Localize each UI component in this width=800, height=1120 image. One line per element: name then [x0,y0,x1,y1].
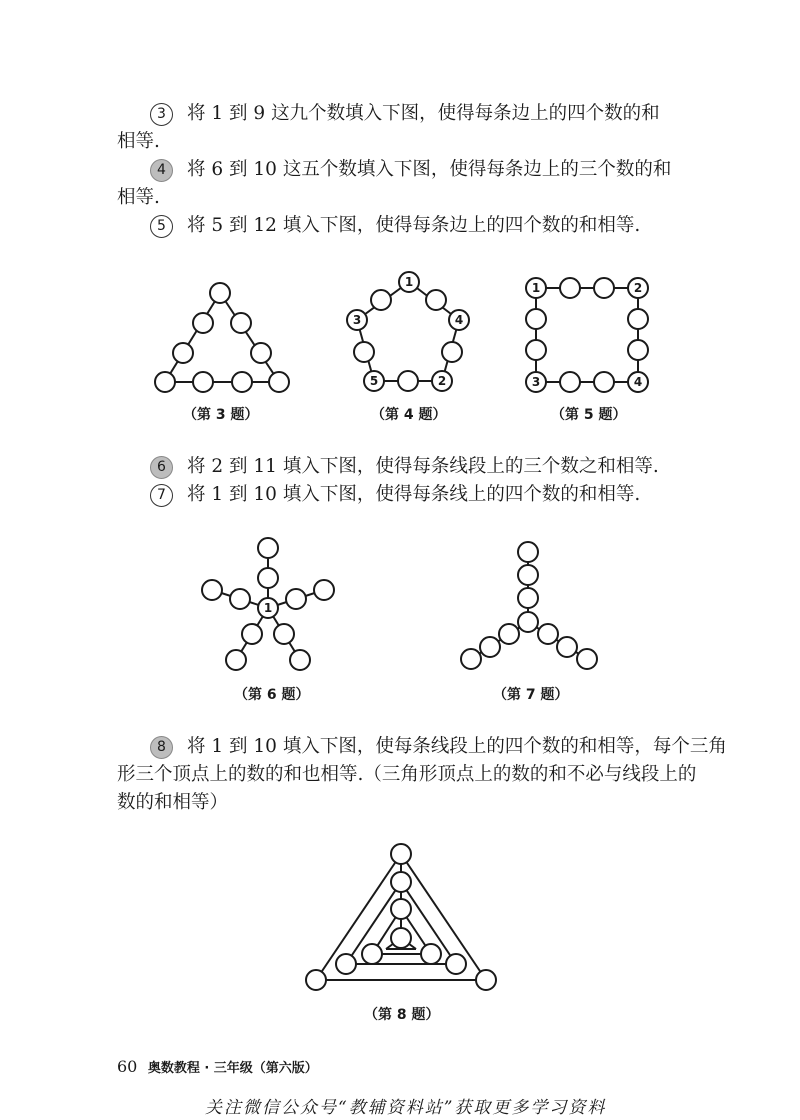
figure-8-caption: （第 8 题） [364,1007,440,1023]
node-circle [230,589,250,609]
problem-number-8: 8 [150,736,173,759]
node-label: 3 [531,375,541,389]
node-circle [628,340,648,360]
page-number: 60 [117,1057,138,1076]
problem-number-5: 5 [150,215,173,238]
node-circle [193,372,213,392]
watermark-banner: 关注微信公众号“教辅资料站”获取更多学习资料 [205,1098,607,1118]
node-circle [560,372,580,392]
node-circle [232,372,252,392]
problem-number-3: 3 [150,103,173,126]
problem-8-line-1: 8 将 1 到 10 填入下图，使每条线段上的四个数的和相等，每个三角 [150,735,727,759]
node-circle [290,650,310,670]
node-circle [391,899,411,919]
figure-5-caption: （第 5 题） [551,407,627,423]
node-circle [231,313,251,333]
node-label: 4 [633,375,643,389]
figure-7-caption: （第 7 题） [493,687,569,703]
figure-3-triangle [155,283,289,392]
node-circle [518,565,538,585]
node-label: 1 [404,275,414,289]
figure-7-tripod [461,542,597,669]
node-label: 5 [369,374,379,388]
node-circle [274,624,294,644]
node-label: 1 [531,281,541,295]
node-circle [476,970,496,990]
node-circle [362,944,382,964]
problem-number-7: 7 [150,484,173,507]
figure-6-caption: （第 6 题） [234,687,310,703]
node-circle [173,343,193,363]
node-circle [398,371,418,391]
node-circle [336,954,356,974]
problem-8-line-2: 形三个顶点上的数的和也相等.（三角形顶点上的数的和不必与线段上的 [117,764,697,785]
figure-8-nested-triangles [306,844,496,990]
problem-4-line-2: 相等. [117,187,160,208]
node-circle [518,588,538,608]
problem-number-4: 4 [150,159,173,182]
node-circle [371,290,391,310]
node-label: 4 [454,313,464,327]
node-circle [461,649,481,669]
node-circle [314,580,334,600]
node-circle [526,340,546,360]
page-footer [117,1057,318,1076]
node-circle [526,309,546,329]
node-circle [258,538,278,558]
node-circle [560,278,580,298]
node-circle [518,612,538,632]
figure-4-pentagon [347,272,469,391]
node-circle [538,624,558,644]
node-label: 2 [437,374,447,388]
problem-8-line-3: 数的和相等） [117,792,229,813]
node-circle [354,342,374,362]
node-circle [210,283,230,303]
problem-number-6: 6 [150,456,173,479]
node-circle [391,872,411,892]
node-circle [286,589,306,609]
problem-4-line-1: 4 将 6 到 10 这五个数填入下图，使得每条边上的三个数的和 [150,158,671,182]
figure-5-square [526,278,648,392]
book-title: 奥数教程 · 三年级（第六版） [147,1061,318,1076]
problem-3-line-1: 3 将 1 到 9 这九个数填入下图，使得每条边上的四个数的和 [150,102,660,126]
figure-3-caption: （第 3 题） [183,407,259,423]
node-circle [499,624,519,644]
node-circle [251,343,271,363]
node-circle [306,970,326,990]
figure-4-caption: （第 4 题） [371,407,447,423]
node-circle [594,372,614,392]
figure-6-star [202,538,334,670]
node-circle [577,649,597,669]
problem-6-line-1: 6 将 2 到 11 填入下图，使得每条线段上的三个数之和相等. [150,455,659,479]
node-circle [193,313,213,333]
node-circle [518,542,538,562]
node-circle [226,650,246,670]
node-label: 3 [352,313,362,327]
node-circle [628,309,648,329]
node-circle [269,372,289,392]
node-circle [557,637,577,657]
node-circle [391,928,411,948]
problem-7-line-1: 7 将 1 到 10 填入下图，使得每条线上的四个数的和相等. [150,483,640,507]
node-circle [421,944,441,964]
node-circle [442,342,462,362]
node-circle [202,580,222,600]
node-label: 1 [263,601,273,615]
node-circle [446,954,466,974]
node-circle [426,290,446,310]
problem-3-line-2: 相等. [117,131,160,152]
node-circle [391,844,411,864]
node-circle [242,624,262,644]
node-label: 2 [633,281,643,295]
node-circle [594,278,614,298]
node-circle [258,568,278,588]
node-circle [480,637,500,657]
problem-5-line-1: 5 将 5 到 12 填入下图，使得每条边上的四个数的和相等. [150,214,640,238]
node-circle [155,372,175,392]
